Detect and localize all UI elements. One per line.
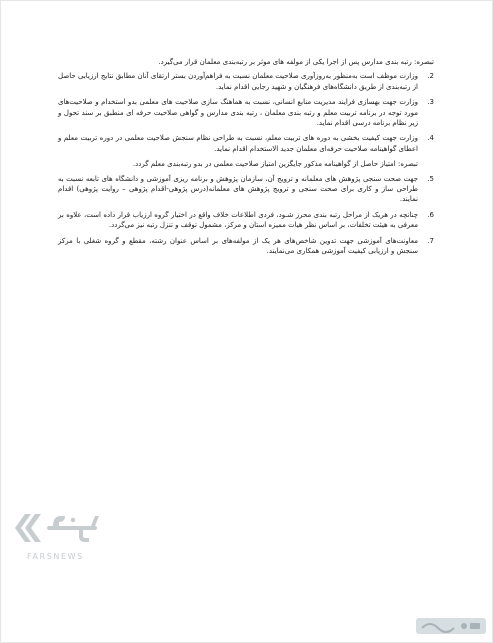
item-text: معاونت‌های آموزشی جهت تدوین شاخص‌های هر یک از مولفه‌های بر اساس عنوان رشته، مقطع و گروه شغلی با مرکز سنجش و ارزیابی کیفیت آموزشی همکاری می‌نمایند. <box>58 236 418 256</box>
item-number: 7. <box>427 236 434 245</box>
list-item <box>58 97 434 128</box>
item-text: وزارت موظف است به‌منظور به‌روزآوری صلاحیت معلمان نسبت به فراهم‌آوردن بستر ارتقای آنان مطابق نتایج ارزیابی حاصل از رتبه‌بندی از طریق دانشگاه‌های فرهنگیان و شهید رجایی اقدام نماید. <box>58 72 418 91</box>
item-text: وزارت جهت بهسازی فرایند مدیریت منابع انسانی، نسبت به هماهنگ سازی صلاحیت های معلمی بدو استخدام و صلاحیت‌های مورد توجه در برنامه تربیت معلم و رتبه بندی معلمان ، رتبه بندی مدارس و گواهی صلاحیت حرفه ای منطبق بر سند تحول و زیر نظام برنامه درسی اقدام نماید. <box>58 98 418 128</box>
site-logo-icon <box>416 610 486 638</box>
list-item <box>58 174 434 205</box>
item-number: 4. <box>427 134 434 143</box>
list-item <box>58 133 434 154</box>
document-body <box>58 57 434 262</box>
list-item <box>58 236 434 257</box>
note-top: تبصره: رتبه بندی مدارس پس از اجرا یکی از مولفه های موثر بر رتبه‌بندی معلمان قرار می‌گیرد. <box>158 58 434 66</box>
item-text: جهت صحت سنجی پژوهش های معلمانه و ترویج آن، سازمان پژوهش و برنامه ریزی آموزشی و دانشگاه های تابعه نسبت به طراحی ساز و کاری برای صحت سنجی و ترویج پژوهش های معلمانه(درس پژوهی-اقدام پژوهی – روایت پژوهی) اقدام نمایند. <box>58 174 418 204</box>
farsnews-logo-icon <box>13 506 103 550</box>
item-text: وزارت جهت کیفیت بخشی به دوره های تربیت معلم، نسبت به طراحی نظام سنجش صلاحیت معلمی در دوره تربیت معلم و اعطای گواهینامه صلاحیت حرفه‌ای معلمان جدید الاستخدام اقدام نماید. <box>58 134 418 153</box>
list-item <box>58 210 434 231</box>
item-number: 6. <box>427 210 434 219</box>
farsnews-watermark-logo <box>13 506 103 578</box>
item-number: 5. <box>427 174 434 183</box>
farsnews-label: FARSNEWS <box>27 552 84 561</box>
list-item <box>58 71 434 92</box>
item-text: چنانچه در هریک از مراحل رتبه بندی محرز شـود، فردی اطلاعات خلاف واقع در اختیار گروه ارزیاب قرار داده است، علاوه بر معرفی به هیئت تخلفات، بر اساس نظر هیات ممیزه استان و مرکز، مشمول توقف و تنزل رتبه نیز می‌گردد. <box>58 210 418 230</box>
item-number: 2. <box>427 72 434 81</box>
item-number: 3. <box>427 98 434 107</box>
note-middle: تبصره: امتیاز حاصل از گواهینامه مذکور جایگزین امتیاز صلاحیت معلمی در بدو رتبه‌بندی معلم گردد. <box>132 160 418 169</box>
